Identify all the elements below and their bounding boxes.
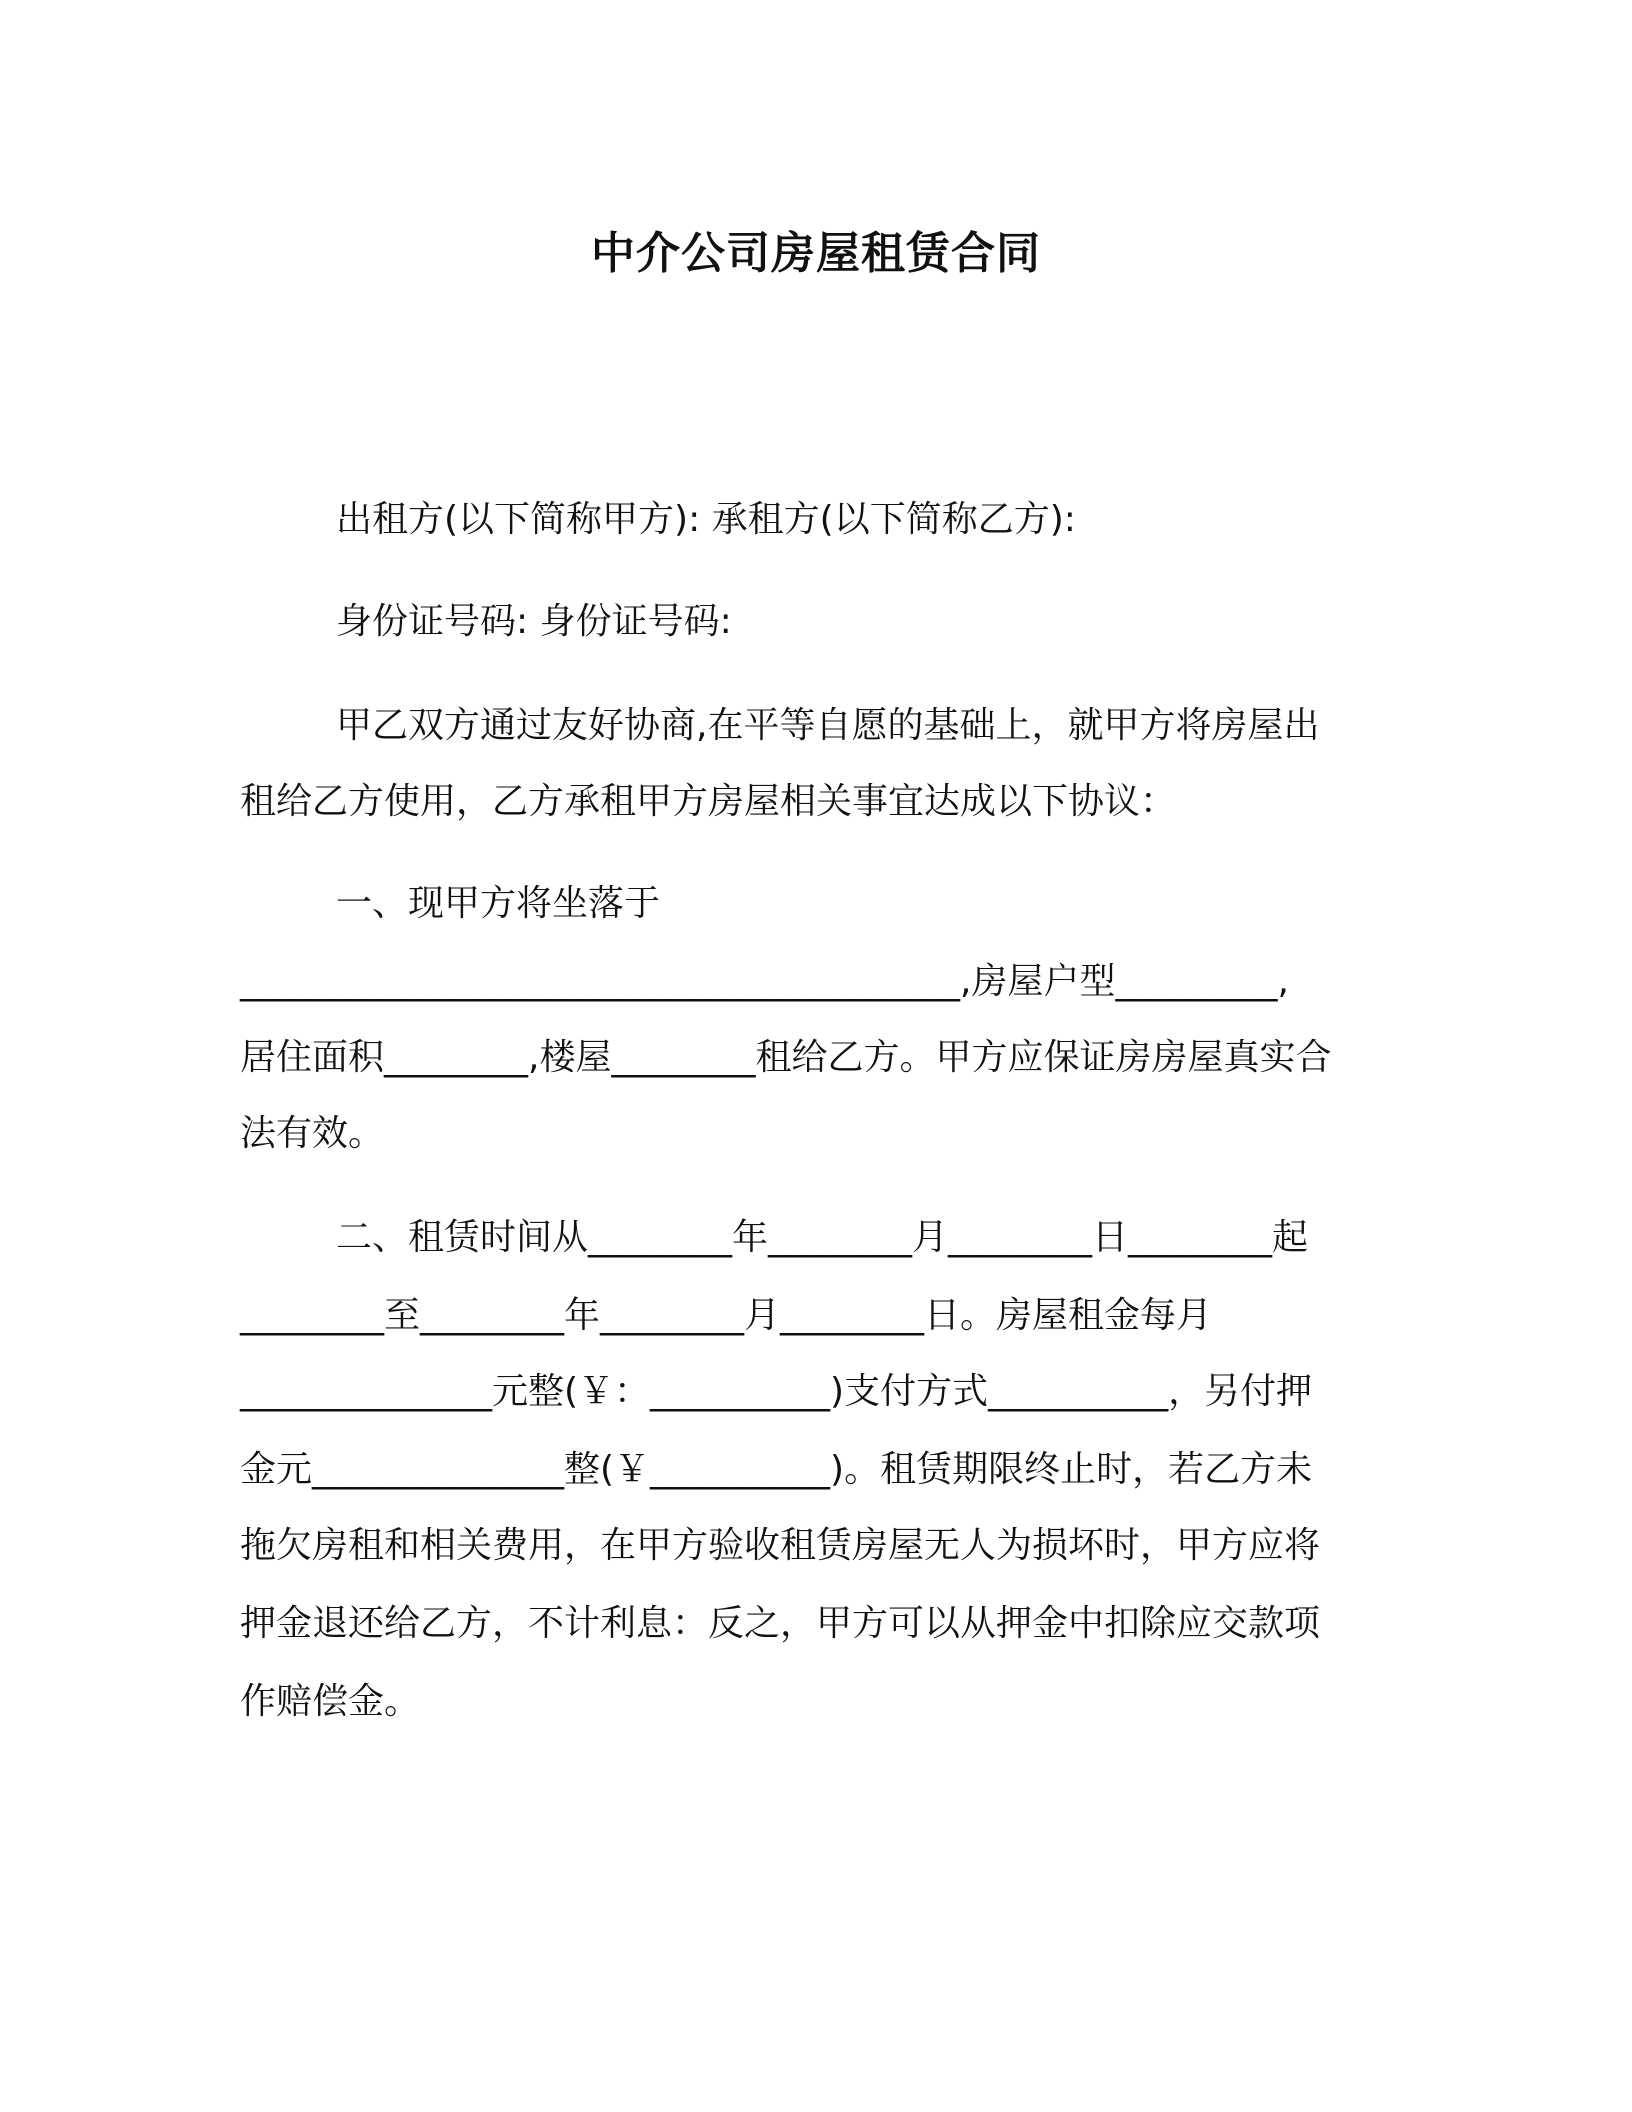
clause-two-line-5: 拖欠房租和相关费用，在甲方验收租赁房屋无人为损坏时，甲方应将 <box>240 1525 1321 1566</box>
clause-two-line-4: 金元______________整(￥__________)。租赁期限终止时，若乙方未 <box>240 1449 1313 1490</box>
document-title: 中介公司房屋租赁合同 <box>591 228 1041 279</box>
clause-two-line-7: 作赔偿金。 <box>240 1681 421 1722</box>
clause-two-line-1: 二、租赁时间从________年________月________日________起 <box>336 1217 1309 1258</box>
clause-two-line-2: ________至________年________月________日。房屋租金每月 <box>240 1295 1213 1336</box>
id-number-line: 身份证号码: 身份证号码: <box>336 601 732 642</box>
clause-one-line-3: 法有效。 <box>240 1113 385 1154</box>
clause-one-line-2: 居住面积________,楼屋________租给乙方。甲方应保证房房屋真实合 <box>240 1037 1332 1078</box>
clause-one-heading: 一、现甲方将坐落于 <box>336 883 661 924</box>
clause-one-line-1: ________________________________________,房屋户型_________, <box>240 961 1289 1002</box>
party-names-line: 出租方(以下简称甲方): 承租方(以下简称乙方): <box>336 499 1076 540</box>
intro-paragraph-line-2: 租给乙方使用，乙方承租甲方房屋相关事宜达成以下协议： <box>240 781 1177 822</box>
intro-paragraph-line-1: 甲乙双方通过友好协商,在平等自愿的基础上，就甲方将房屋出 <box>336 705 1320 746</box>
clause-two-line-3: ______________元整(￥：__________)支付方式__________，另付押 <box>240 1371 1313 1412</box>
clause-two-line-6: 押金退还给乙方，不计利息：反之，甲方可以从押金中扣除应交款项 <box>240 1603 1321 1644</box>
